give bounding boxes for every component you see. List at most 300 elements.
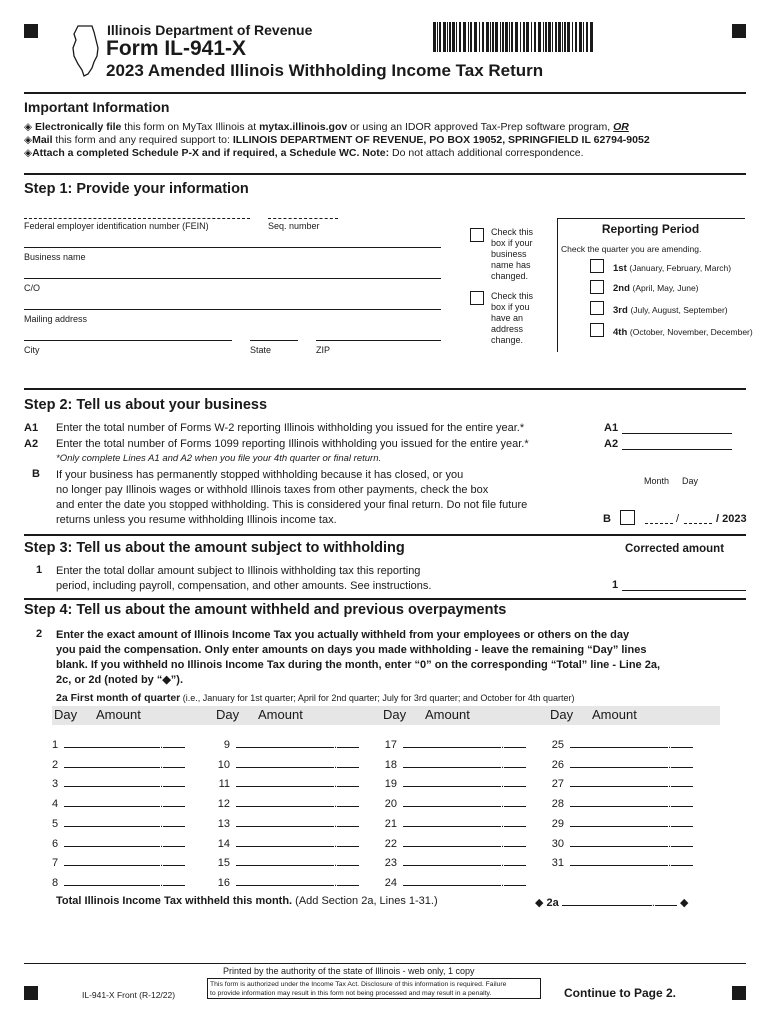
day-number: 1 — [52, 739, 59, 751]
barcode-bar — [545, 22, 547, 52]
mailing-address-label: Mailing address — [24, 314, 88, 324]
decimal-point: . — [501, 817, 505, 830]
day-number: 19 — [384, 778, 397, 791]
barcode-bar — [555, 22, 557, 52]
barcode-bar — [590, 22, 593, 52]
day-cents-input[interactable] — [504, 836, 526, 847]
line-2a-total-cents[interactable] — [655, 895, 677, 906]
day-cents-input[interactable] — [671, 816, 693, 827]
day-number: 18 — [384, 758, 397, 771]
barcode-bar — [523, 22, 525, 52]
column-header-amount: Amount — [96, 707, 141, 722]
withholding-day-row — [214, 776, 359, 790]
day-amount-input[interactable] — [570, 816, 668, 827]
city-label: City — [24, 345, 40, 355]
seq-number-field[interactable] — [268, 218, 338, 219]
a1-a2-note: *Only complete Lines A1 and A2 when you file your 4th quarter or final return. — [56, 453, 382, 464]
day-label: Day — [682, 476, 699, 486]
day-number: 30 — [551, 837, 564, 850]
barcode-bar — [447, 22, 448, 52]
step3-heading: Step 3: Tell us about the amount subject to withholding — [24, 540, 405, 556]
barcode-bar — [490, 22, 491, 52]
withholding-day-row — [214, 816, 359, 830]
column-header-day: Day — [216, 707, 240, 722]
column-header-day: Day — [383, 707, 407, 722]
withholding-day-row — [548, 836, 693, 850]
day-cents-input[interactable] — [163, 796, 185, 807]
day-number: 8 — [52, 876, 59, 889]
withholding-day-row — [381, 737, 526, 751]
step2-rule — [24, 388, 746, 390]
day-amount-input[interactable] — [236, 737, 334, 748]
decimal-point: . — [668, 739, 672, 751]
co-label: C/O — [24, 283, 41, 293]
barcode-bar — [474, 22, 477, 52]
barcode-bar — [505, 22, 508, 52]
decimal-point: . — [334, 876, 338, 889]
decimal-point: . — [501, 798, 505, 811]
day-number: 2 — [52, 758, 59, 771]
quarter-3-label: 3rd (July, August, September) — [613, 305, 728, 316]
day-number: 5 — [52, 817, 59, 830]
day-cents-input[interactable] — [504, 816, 526, 827]
form-subtitle: 2023 Amended Illinois Withholding Income Tax Return — [106, 61, 544, 80]
decimal-point: . — [668, 778, 672, 791]
closed-day-input[interactable] — [684, 523, 712, 524]
business-closed-checkbox[interactable] — [620, 510, 635, 525]
disclosure-box: This form is authorized under the Income Tax Act. Disclosure of this information is required. Failure to provide information may result in this form not being processed and may result in a penalty. — [207, 978, 541, 999]
withholding-day-row — [214, 737, 359, 751]
line-1-number: 1 — [36, 564, 43, 576]
barcode-bar — [552, 22, 553, 52]
step2-heading: Step 2: Tell us about your business — [24, 397, 268, 413]
decimal-point: . — [501, 778, 505, 791]
day-amount-input[interactable] — [570, 855, 668, 866]
barcode-bar — [486, 22, 489, 52]
day-cents-input[interactable] — [504, 855, 526, 866]
barcode-bar — [479, 22, 480, 52]
zip-field[interactable] — [316, 340, 441, 341]
day-amount-input[interactable] — [64, 855, 160, 866]
withholding-day-row — [52, 836, 185, 850]
department-name: Illinois Department of Revenue — [107, 22, 313, 38]
closed-month-input[interactable] — [645, 523, 673, 524]
day-amount-input[interactable] — [64, 836, 160, 847]
barcode-bar — [452, 22, 455, 52]
day-amount-input[interactable] — [403, 757, 501, 768]
line-b-number: B — [32, 468, 40, 480]
day-cents-input[interactable] — [671, 757, 693, 768]
day-number: 28 — [551, 798, 564, 811]
day-amount-input[interactable] — [403, 737, 501, 748]
day-number: 20 — [384, 798, 397, 811]
line-a1-number: A1 — [24, 422, 39, 434]
quarter-4-checkbox[interactable] — [590, 323, 604, 337]
address-changed-label: Check this box if you have an address change. — [491, 291, 534, 345]
day-cents-input[interactable] — [163, 855, 185, 866]
line-2-instructions: Enter the exact amount of Illinois Income Tax you actually withheld from your employees or others on the day you paid the compensation. Only enter amounts on days you made withholding - leave the remaining “Day” lines blank. If you withheld no Illinois Income Tax during the month, enter “0” on the corresponding “Total” line - Line 2a, 2c, or 2d (noted by “◆”). — [56, 629, 661, 686]
day-number: 12 — [217, 798, 230, 811]
day-cents-input[interactable] — [671, 796, 693, 807]
day-cents-input[interactable] — [337, 796, 359, 807]
decimal-point: . — [334, 739, 338, 751]
withholding-day-row — [52, 875, 185, 889]
line-b-text: If your business has permanently stopped withholding because it has closed, or you no longer pay Illinois wages or withhold Illinois taxes from other payments, check the box and enter the date you stopped withholding. This is considered your final return. Do not file future returns unless you resume withholding Illinois income tax. — [56, 469, 528, 526]
day-amount-input[interactable] — [64, 737, 160, 748]
day-number: 3 — [52, 778, 59, 791]
name-changed-checkbox[interactable] — [470, 228, 484, 242]
day-amount-input[interactable] — [570, 737, 668, 748]
line-a1-input[interactable] — [622, 433, 732, 434]
decimal-point: . — [160, 739, 164, 751]
line-2a-total-text: Total Illinois Income Tax withheld this month. (Add Section 2a, Lines 1-31.) — [56, 895, 438, 907]
line-1-box-label: 1 — [612, 579, 619, 591]
barcode-bar — [459, 22, 461, 52]
day-number: 22 — [384, 837, 397, 850]
quarter-4-label: 4th (October, November, December) — [613, 327, 753, 338]
address-changed-checkbox[interactable] — [470, 291, 484, 305]
state-label: State — [250, 345, 272, 355]
step1-rule — [24, 173, 746, 175]
decimal-point: . — [501, 837, 505, 850]
withholding-day-row — [52, 816, 185, 830]
day-number: 16 — [217, 876, 230, 889]
barcode-bar — [520, 22, 521, 52]
quarter-1-label: 1st (January, February, March) — [613, 263, 732, 274]
line-a1-box-label: A1 — [604, 422, 619, 434]
line-a1-text: Enter the total number of Forms W-2 reporting Illinois withholding you issued for the entire year.* — [56, 422, 525, 434]
day-cents-input[interactable] — [671, 836, 693, 847]
day-amount-input[interactable] — [236, 855, 334, 866]
withholding-day-row — [381, 757, 526, 771]
withholding-day-row — [214, 796, 359, 810]
business-name-label: Business name — [24, 252, 86, 262]
day-cents-input[interactable] — [163, 757, 185, 768]
day-amount-input[interactable] — [236, 796, 334, 807]
withholding-day-row — [214, 836, 359, 850]
decimal-point: . — [668, 798, 672, 811]
decimal-point: . — [501, 739, 505, 751]
withholding-day-row — [548, 816, 693, 830]
illinois-state-outline-icon — [70, 24, 102, 78]
day-amount-input[interactable] — [64, 796, 160, 807]
withholding-day-row — [381, 816, 526, 830]
barcode-bar — [515, 22, 518, 52]
withholding-day-row — [214, 855, 359, 869]
day-number: 11 — [218, 778, 230, 791]
barcode-bar — [449, 22, 451, 52]
day-amount-input[interactable] — [570, 757, 668, 768]
quarter-2-label: 2nd (April, May, June) — [613, 283, 699, 294]
day-amount-input[interactable] — [236, 757, 334, 768]
barcode-bar — [583, 22, 584, 52]
decimal-point: . — [160, 817, 164, 830]
day-number: 13 — [217, 817, 230, 830]
withholding-day-row — [381, 875, 526, 889]
withholding-day-row — [381, 836, 526, 850]
day-amount-input[interactable] — [403, 875, 501, 886]
line-a2-input[interactable] — [622, 449, 732, 450]
barcode-bar — [548, 22, 551, 52]
day-cents-input[interactable] — [504, 796, 526, 807]
decimal-point: . — [501, 876, 505, 889]
column-header-day: Day — [550, 707, 574, 722]
withholding-day-row — [548, 757, 693, 771]
day-number: 23 — [384, 857, 397, 870]
line-a2-number: A2 — [24, 438, 39, 450]
barcode-bar — [468, 22, 469, 52]
decimal-point: . — [160, 758, 164, 771]
header-rule — [24, 92, 746, 94]
column-header-amount: Amount — [258, 707, 303, 722]
day-number: 14 — [217, 837, 230, 850]
barcode-bar — [511, 22, 513, 52]
registration-mark-bottom-right — [732, 986, 746, 1000]
day-amount-input[interactable] — [236, 875, 334, 886]
fein-field[interactable] — [24, 218, 250, 219]
day-number: 9 — [223, 739, 230, 751]
barcode-bar — [564, 22, 566, 52]
day-amount-input[interactable] — [236, 816, 334, 827]
day-cents-input[interactable] — [337, 855, 359, 866]
withholding-day-row — [381, 855, 526, 869]
withholding-day-row — [548, 855, 693, 869]
withholding-day-row — [548, 796, 693, 810]
barcode-bar — [502, 22, 504, 52]
seq-label: Seq. number — [268, 221, 320, 231]
quarter-2-checkbox[interactable] — [590, 280, 604, 294]
withholding-day-row — [52, 757, 185, 771]
important-heading: Important Information — [24, 99, 170, 115]
day-number: 17 — [384, 739, 397, 751]
diamond-bullet-icon: ◈ — [24, 121, 33, 133]
day-cents-input[interactable] — [163, 737, 185, 748]
barcode-bar — [567, 22, 570, 52]
step1-heading: Step 1: Provide your information — [24, 181, 249, 197]
day-amount-input[interactable] — [236, 836, 334, 847]
day-cents-input[interactable] — [337, 757, 359, 768]
day-amount-input[interactable] — [403, 855, 501, 866]
day-cents-input[interactable] — [504, 875, 526, 886]
barcode-bar — [463, 22, 466, 52]
form-id: IL-941-X Front (R-12/22) — [82, 990, 176, 1000]
withholding-day-row — [548, 737, 693, 751]
barcode-bar — [443, 22, 446, 52]
step4-heading: Step 4: Tell us about the amount withheld and previous overpayments — [24, 602, 507, 618]
day-amount-input[interactable] — [64, 776, 160, 787]
step4-rule — [24, 598, 746, 600]
step3-rule — [24, 534, 746, 536]
line-1-input[interactable] — [622, 590, 746, 591]
zip-label: ZIP — [316, 345, 331, 355]
day-cents-input[interactable] — [163, 875, 185, 886]
important-line-3: ◈Attach a completed Schedule P-X and if required, a Schedule WC. Note: Do not attach additional correspondence. — [24, 147, 584, 159]
day-cents-input[interactable] — [337, 816, 359, 827]
barcode-bar — [543, 22, 544, 52]
decimal-point: . — [334, 857, 338, 870]
form-title: Form IL-941-X — [106, 37, 247, 60]
month-label: Month — [644, 476, 670, 486]
column-header-amount: Amount — [592, 707, 637, 722]
decimal-point: . — [160, 778, 164, 791]
day-number: 26 — [551, 758, 564, 771]
day-cents-input[interactable] — [671, 855, 693, 866]
line-2a-total-field: ◆ 2a . ◆ — [535, 897, 689, 909]
barcode-bar — [538, 22, 541, 52]
business-name-field[interactable] — [24, 247, 441, 248]
barcode-bar — [492, 22, 494, 52]
day-cents-input[interactable] — [671, 776, 693, 787]
diamond-marker-icon: ◆ — [535, 897, 544, 909]
barcode-bar — [509, 22, 510, 52]
print-authority: Printed by the authority of the state of Illinois - web only, 1 copy — [223, 966, 475, 976]
state-field[interactable] — [250, 340, 298, 341]
diamond-bullet-icon: ◈ — [24, 134, 33, 146]
line-2a-heading: 2a First month of quarter (i.e., January for 1st quarter; April for 2nd quarter; July for 3rd quarter; and October for 4th quarter) — [56, 692, 575, 704]
barcode-bar — [562, 22, 563, 52]
closed-year: / 2023 — [716, 513, 747, 525]
mailing-address-field[interactable] — [24, 309, 441, 310]
day-amount-input[interactable] — [403, 816, 501, 827]
decimal-point: . — [334, 817, 338, 830]
registration-mark-bottom-left — [24, 986, 38, 1000]
decimal-point: . — [334, 837, 338, 850]
fein-label: Federal employer identification number (FEIN) — [24, 221, 209, 231]
footer-rule — [24, 963, 746, 964]
decimal-point: . — [160, 837, 164, 850]
day-cents-input[interactable] — [163, 776, 185, 787]
line-2a-total-input[interactable] — [562, 895, 652, 906]
column-header-amount: Amount — [425, 707, 470, 722]
registration-mark-top-left — [24, 24, 38, 38]
day-cents-input[interactable] — [163, 816, 185, 827]
withholding-day-row — [52, 855, 185, 869]
day-amount-input[interactable] — [236, 776, 334, 787]
barcode-bar — [575, 22, 577, 52]
line-a2-box-label: A2 — [604, 438, 619, 450]
decimal-point: . — [668, 758, 672, 771]
barcode-bar — [439, 22, 441, 52]
day-number: 25 — [551, 739, 564, 751]
column-header-day: Day — [54, 707, 78, 722]
decimal-point: . — [160, 798, 164, 811]
co-field[interactable] — [24, 278, 441, 279]
day-cents-input[interactable] — [337, 875, 359, 886]
day-cents-input[interactable] — [337, 737, 359, 748]
day-cents-input[interactable] — [504, 776, 526, 787]
decimal-point: . — [334, 778, 338, 791]
withholding-day-row — [214, 875, 359, 889]
day-number: 29 — [551, 817, 564, 830]
reporting-period-instructions: Check the quarter you are amending. — [561, 244, 702, 254]
line-a2-text: Enter the total number of Forms 1099 reporting Illinois withholding you issued for the entire year.* — [56, 438, 529, 450]
day-cents-input[interactable] — [504, 757, 526, 768]
important-line-1: ◈ Electronically file this form on MyTax Illinois at mytax.illinois.gov or using an IDOR approved Tax-Prep software program, OR — [24, 121, 629, 133]
date-slash: / — [676, 513, 680, 525]
decimal-point: . — [334, 798, 338, 811]
barcode-bar — [495, 22, 498, 52]
barcode-bar — [437, 22, 438, 52]
corrected-amount-label: Corrected amount — [625, 543, 725, 555]
decimal-point: . — [334, 758, 338, 771]
day-number: 15 — [217, 857, 230, 870]
barcode-bar — [531, 22, 532, 52]
day-amount-input[interactable] — [570, 776, 668, 787]
decimal-point: . — [160, 857, 164, 870]
line-b-box-label: B — [603, 513, 611, 525]
withholding-day-row — [381, 776, 526, 790]
day-number: 7 — [52, 857, 59, 870]
quarter-1-checkbox[interactable] — [590, 259, 604, 273]
day-cents-input[interactable] — [337, 776, 359, 787]
day-amount-input[interactable] — [403, 836, 501, 847]
line-2-number: 2 — [36, 628, 43, 640]
line-1-text: Enter the total dollar amount subject to Illinois withholding tax this reporting period, including payroll, compensation, and other amounts. See instructions. — [56, 565, 432, 592]
barcode-bar — [456, 22, 457, 52]
decimal-point: . — [668, 857, 672, 870]
barcode-bar — [534, 22, 536, 52]
registration-mark-top-right — [732, 24, 746, 38]
day-cents-input[interactable] — [504, 737, 526, 748]
day-number: 21 — [384, 817, 397, 830]
day-number: 24 — [384, 876, 397, 889]
day-cents-input[interactable] — [337, 836, 359, 847]
decimal-point: . — [501, 758, 505, 771]
day-number: 31 — [551, 857, 564, 870]
withholding-day-row — [52, 737, 185, 751]
barcode-bar — [500, 22, 501, 52]
day-amount-input[interactable] — [64, 757, 160, 768]
withholding-day-row — [381, 796, 526, 810]
day-number: 6 — [52, 837, 59, 850]
diamond-bullet-icon: ◈ — [24, 147, 33, 159]
withholding-day-row — [548, 776, 693, 790]
decimal-point: . — [160, 876, 164, 889]
withholding-day-row — [52, 796, 185, 810]
diamond-marker-icon: ◆ — [679, 897, 689, 909]
barcode-bar — [482, 22, 484, 52]
day-amount-input[interactable] — [403, 776, 501, 787]
barcode-bar — [433, 22, 436, 52]
day-amount-input[interactable] — [570, 796, 668, 807]
barcode-bar — [526, 22, 529, 52]
day-amount-input[interactable] — [64, 875, 160, 886]
day-amount-input[interactable] — [570, 836, 668, 847]
day-cents-input[interactable] — [163, 836, 185, 847]
withholding-day-row — [52, 776, 185, 790]
important-line-2: ◈Mail this form and any required support to: ILLINOIS DEPARTMENT OF REVENUE, PO BOX 19052, SPRINGFIELD IL 62794-9052 — [24, 134, 650, 146]
day-number: 4 — [52, 798, 59, 811]
barcode-bar — [470, 22, 472, 52]
reporting-period-title: Reporting Period — [601, 222, 700, 236]
barcode-bar — [579, 22, 582, 52]
mytax-link[interactable]: mytax.illinois.gov — [259, 121, 348, 133]
day-cents-input[interactable] — [671, 737, 693, 748]
quarter-3-checkbox[interactable] — [590, 301, 604, 315]
day-amount-input[interactable] — [64, 816, 160, 827]
decimal-point: . — [668, 837, 672, 850]
barcode-bar — [558, 22, 561, 52]
name-changed-label: Check this box if your business name has changed. — [491, 227, 534, 281]
city-field[interactable] — [24, 340, 232, 341]
barcode-bar — [572, 22, 573, 52]
day-amount-input[interactable] — [403, 796, 501, 807]
barcode-bar — [586, 22, 588, 52]
decimal-point: . — [501, 857, 505, 870]
day-number: 10 — [217, 758, 230, 771]
barcode — [433, 22, 593, 52]
decimal-point: . — [668, 817, 672, 830]
